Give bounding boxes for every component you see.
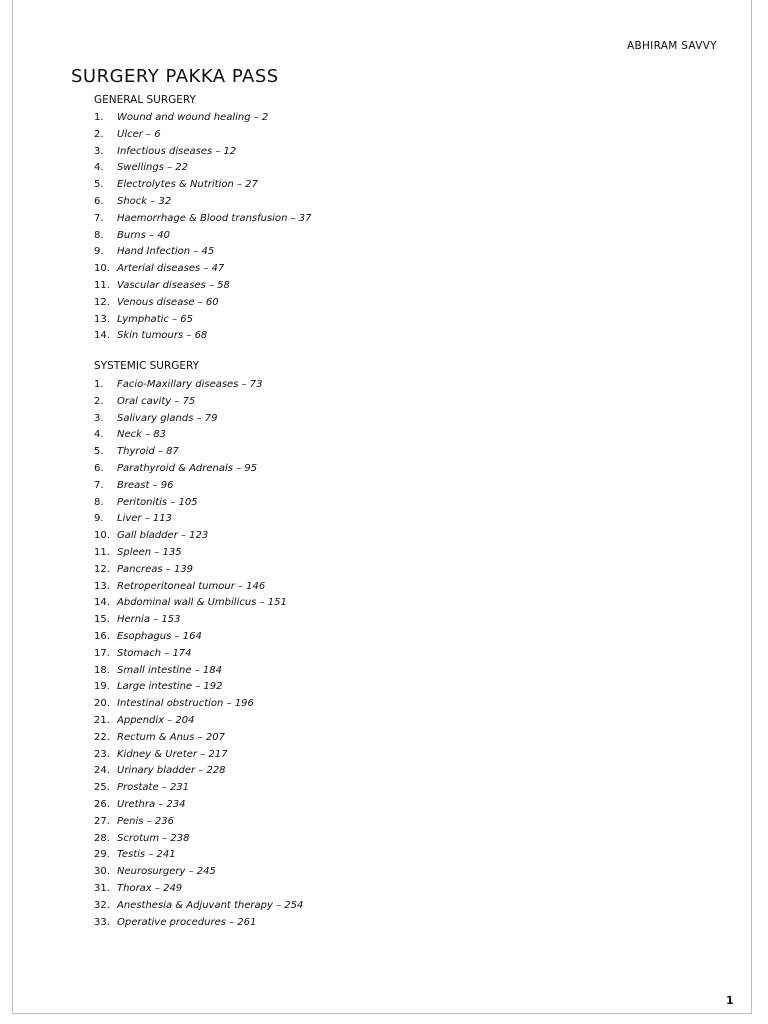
list-item xyxy=(94,831,303,848)
list-item-text: Oral cavity – 75 xyxy=(117,395,196,407)
list-item xyxy=(94,679,303,696)
list-item-text: Salivary glands – 79 xyxy=(117,412,218,424)
list-item-text: Lymphatic – 65 xyxy=(117,313,193,325)
list-item xyxy=(94,461,303,478)
list-item xyxy=(94,629,303,646)
list-item-text: Retroperitoneal tumour – 146 xyxy=(117,580,266,592)
list-item-text: Arterial diseases – 47 xyxy=(117,263,225,275)
list-item-number: 4. xyxy=(94,162,104,174)
list-item-text: Abdominal wall & Umbilicus – 151 xyxy=(117,597,287,609)
list-item-text: Anesthesia & Adjuvant therapy – 254 xyxy=(117,899,304,911)
list-item-text: Rectum & Anus – 207 xyxy=(117,731,225,743)
list-item-number: 22. xyxy=(94,731,110,743)
list-item-text: Hand Infection – 45 xyxy=(117,246,215,258)
list-item xyxy=(94,898,303,915)
list-item-number: 3. xyxy=(94,412,104,424)
list-item-number: 12. xyxy=(94,296,110,308)
list-item xyxy=(94,328,312,345)
list-item-number: 8. xyxy=(94,496,104,508)
list-item-text: Swellings – 22 xyxy=(117,162,188,174)
page-number: 1 xyxy=(726,994,734,1007)
list-item-text: Spleen – 135 xyxy=(117,546,182,558)
list-item-number: 1. xyxy=(94,112,104,123)
list-item xyxy=(94,194,312,211)
list-item-text: Hernia – 153 xyxy=(117,614,181,626)
page-title: SURGERY PAKKA PASS xyxy=(71,66,279,87)
list-item-number: 13. xyxy=(94,313,110,325)
list-item-text: Neck – 83 xyxy=(117,429,167,441)
list-item-number: 28. xyxy=(94,832,110,844)
list-item-text: Liver – 113 xyxy=(117,513,172,525)
list-item xyxy=(94,312,312,329)
list-item-number: 14. xyxy=(94,597,110,609)
list-item xyxy=(94,511,303,528)
list-item xyxy=(94,495,303,512)
list-item-number: 17. xyxy=(94,647,110,659)
list-item-text: Urethra – 234 xyxy=(117,798,186,810)
list-item-number: 4. xyxy=(94,429,104,441)
list-item-number: 7. xyxy=(94,212,104,224)
list-item-number: 31. xyxy=(94,882,110,894)
list-item-text: Intestinal obstruction – 196 xyxy=(117,698,254,710)
list-item-number: 11. xyxy=(94,546,110,558)
list-item-text: Venous disease – 60 xyxy=(117,296,219,308)
list-item xyxy=(94,763,303,780)
list-item-number: 9. xyxy=(94,246,104,258)
list-item-text: Electrolytes & Nutrition – 27 xyxy=(117,179,258,191)
list-item xyxy=(94,730,303,747)
list-item-text: Infectious diseases – 12 xyxy=(117,145,237,157)
list-item-text: Ulcer – 6 xyxy=(117,128,161,140)
list-item-number: 32. xyxy=(94,899,110,911)
list-item-number: 16. xyxy=(94,630,110,642)
list-item-number: 33. xyxy=(94,916,110,928)
general-surgery-heading: GENERAL SURGERY xyxy=(94,94,196,106)
list-item-number: 2. xyxy=(94,128,104,140)
list-item xyxy=(94,444,303,461)
list-item-text: Parathyroid & Adrenals – 95 xyxy=(117,462,258,474)
list-item-number: 6. xyxy=(94,195,104,207)
list-item-number: 25. xyxy=(94,782,110,794)
list-item-number: 14. xyxy=(94,330,110,342)
list-item xyxy=(94,211,312,228)
list-item xyxy=(94,562,303,579)
list-item-number: 5. xyxy=(94,179,104,191)
list-item xyxy=(94,427,303,444)
list-item-number: 10. xyxy=(94,263,110,275)
list-item xyxy=(94,144,312,161)
list-item-text: Breast – 96 xyxy=(117,479,174,491)
list-item-text: Penis – 236 xyxy=(117,815,174,827)
list-item xyxy=(94,244,312,261)
list-item xyxy=(94,228,312,245)
list-item-number: 2. xyxy=(94,395,104,407)
list-item-number: 3. xyxy=(94,145,104,157)
list-item-number: 18. xyxy=(94,664,110,676)
list-item xyxy=(94,261,312,278)
list-item-text: Thorax – 249 xyxy=(117,882,183,894)
list-item xyxy=(94,881,303,898)
list-item-text: Kidney & Ureter – 217 xyxy=(117,748,228,760)
list-item xyxy=(94,780,303,797)
list-item xyxy=(94,663,303,680)
list-item xyxy=(94,847,303,864)
list-item-text: Scrotum – 238 xyxy=(117,832,190,844)
list-item-number: 27. xyxy=(94,815,110,827)
list-item-number: 19. xyxy=(94,681,110,693)
list-item-text: Shock – 32 xyxy=(117,195,172,207)
list-item-number: 20. xyxy=(94,698,110,710)
systemic-surgery-list xyxy=(94,377,303,931)
list-item xyxy=(94,814,303,831)
list-item xyxy=(94,797,303,814)
list-item-number: 9. xyxy=(94,513,104,525)
list-item-text: Esophagus – 164 xyxy=(117,630,202,642)
list-item xyxy=(94,411,303,428)
list-item xyxy=(94,713,303,730)
list-item-number: 15. xyxy=(94,614,110,626)
list-item-text: Facio-Maxillary diseases – 73 xyxy=(117,379,263,390)
list-item-number: 5. xyxy=(94,446,104,458)
list-item-text: Prostate – 231 xyxy=(117,782,190,794)
list-item-text: Wound and wound healing – 2 xyxy=(117,112,269,123)
list-item xyxy=(94,160,312,177)
list-item-number: 26. xyxy=(94,798,110,810)
systemic-surgery-heading: SYSTEMIC SURGERY xyxy=(94,360,200,372)
list-item xyxy=(94,579,303,596)
list-item-text: Urinary bladder – 228 xyxy=(117,765,226,777)
list-item-number: 10. xyxy=(94,530,110,542)
list-item xyxy=(94,612,303,629)
list-item-number: 11. xyxy=(94,279,110,291)
list-item-text: Peritonitis – 105 xyxy=(117,496,198,508)
list-item-number: 1. xyxy=(94,379,104,390)
list-item-number: 21. xyxy=(94,714,110,726)
list-item xyxy=(94,478,303,495)
list-item-number: 12. xyxy=(94,563,110,575)
list-item-text: Pancreas – 139 xyxy=(117,563,194,575)
list-item xyxy=(94,528,303,545)
list-item xyxy=(94,696,303,713)
list-item xyxy=(94,394,303,411)
list-item xyxy=(94,646,303,663)
list-item xyxy=(94,545,303,562)
list-item-text: Haemorrhage & Blood transfusion – 37 xyxy=(117,212,312,224)
list-item-text: Small intestine – 184 xyxy=(117,664,222,676)
list-item-text: Appendix – 204 xyxy=(117,714,195,726)
list-item-text: Stomach – 174 xyxy=(117,647,192,659)
list-item xyxy=(94,127,312,144)
list-item xyxy=(94,747,303,764)
list-item-text: Operative procedures – 261 xyxy=(117,916,257,928)
list-item xyxy=(94,377,303,394)
list-item-number: 30. xyxy=(94,866,110,878)
list-item-number: 29. xyxy=(94,849,110,861)
list-item-text: Burns – 40 xyxy=(117,229,170,241)
list-item-text: Neurosurgery – 245 xyxy=(117,866,216,878)
list-item-text: Large intestine – 192 xyxy=(117,681,223,693)
list-item-text: Thyroid – 87 xyxy=(117,446,179,458)
list-item xyxy=(94,915,303,932)
list-item xyxy=(94,295,312,312)
list-item xyxy=(94,278,312,295)
list-item-number: 6. xyxy=(94,462,104,474)
list-item-number: 13. xyxy=(94,580,110,592)
list-item xyxy=(94,595,303,612)
list-item-text: Vascular diseases – 58 xyxy=(117,279,230,291)
author-name: ABHIRAM SAVVY xyxy=(627,40,717,52)
list-item xyxy=(94,177,312,194)
list-item-text: Testis – 241 xyxy=(117,849,176,861)
list-item-number: 8. xyxy=(94,229,104,241)
general-surgery-list xyxy=(94,110,312,345)
list-item xyxy=(94,110,312,127)
list-item-number: 7. xyxy=(94,479,104,491)
list-item-text: Gall bladder – 123 xyxy=(117,530,209,542)
list-item-number: 23. xyxy=(94,748,110,760)
document-page xyxy=(12,0,752,1014)
list-item-number: 24. xyxy=(94,765,110,777)
list-item-text: Skin tumours – 68 xyxy=(117,330,208,342)
list-item xyxy=(94,864,303,881)
